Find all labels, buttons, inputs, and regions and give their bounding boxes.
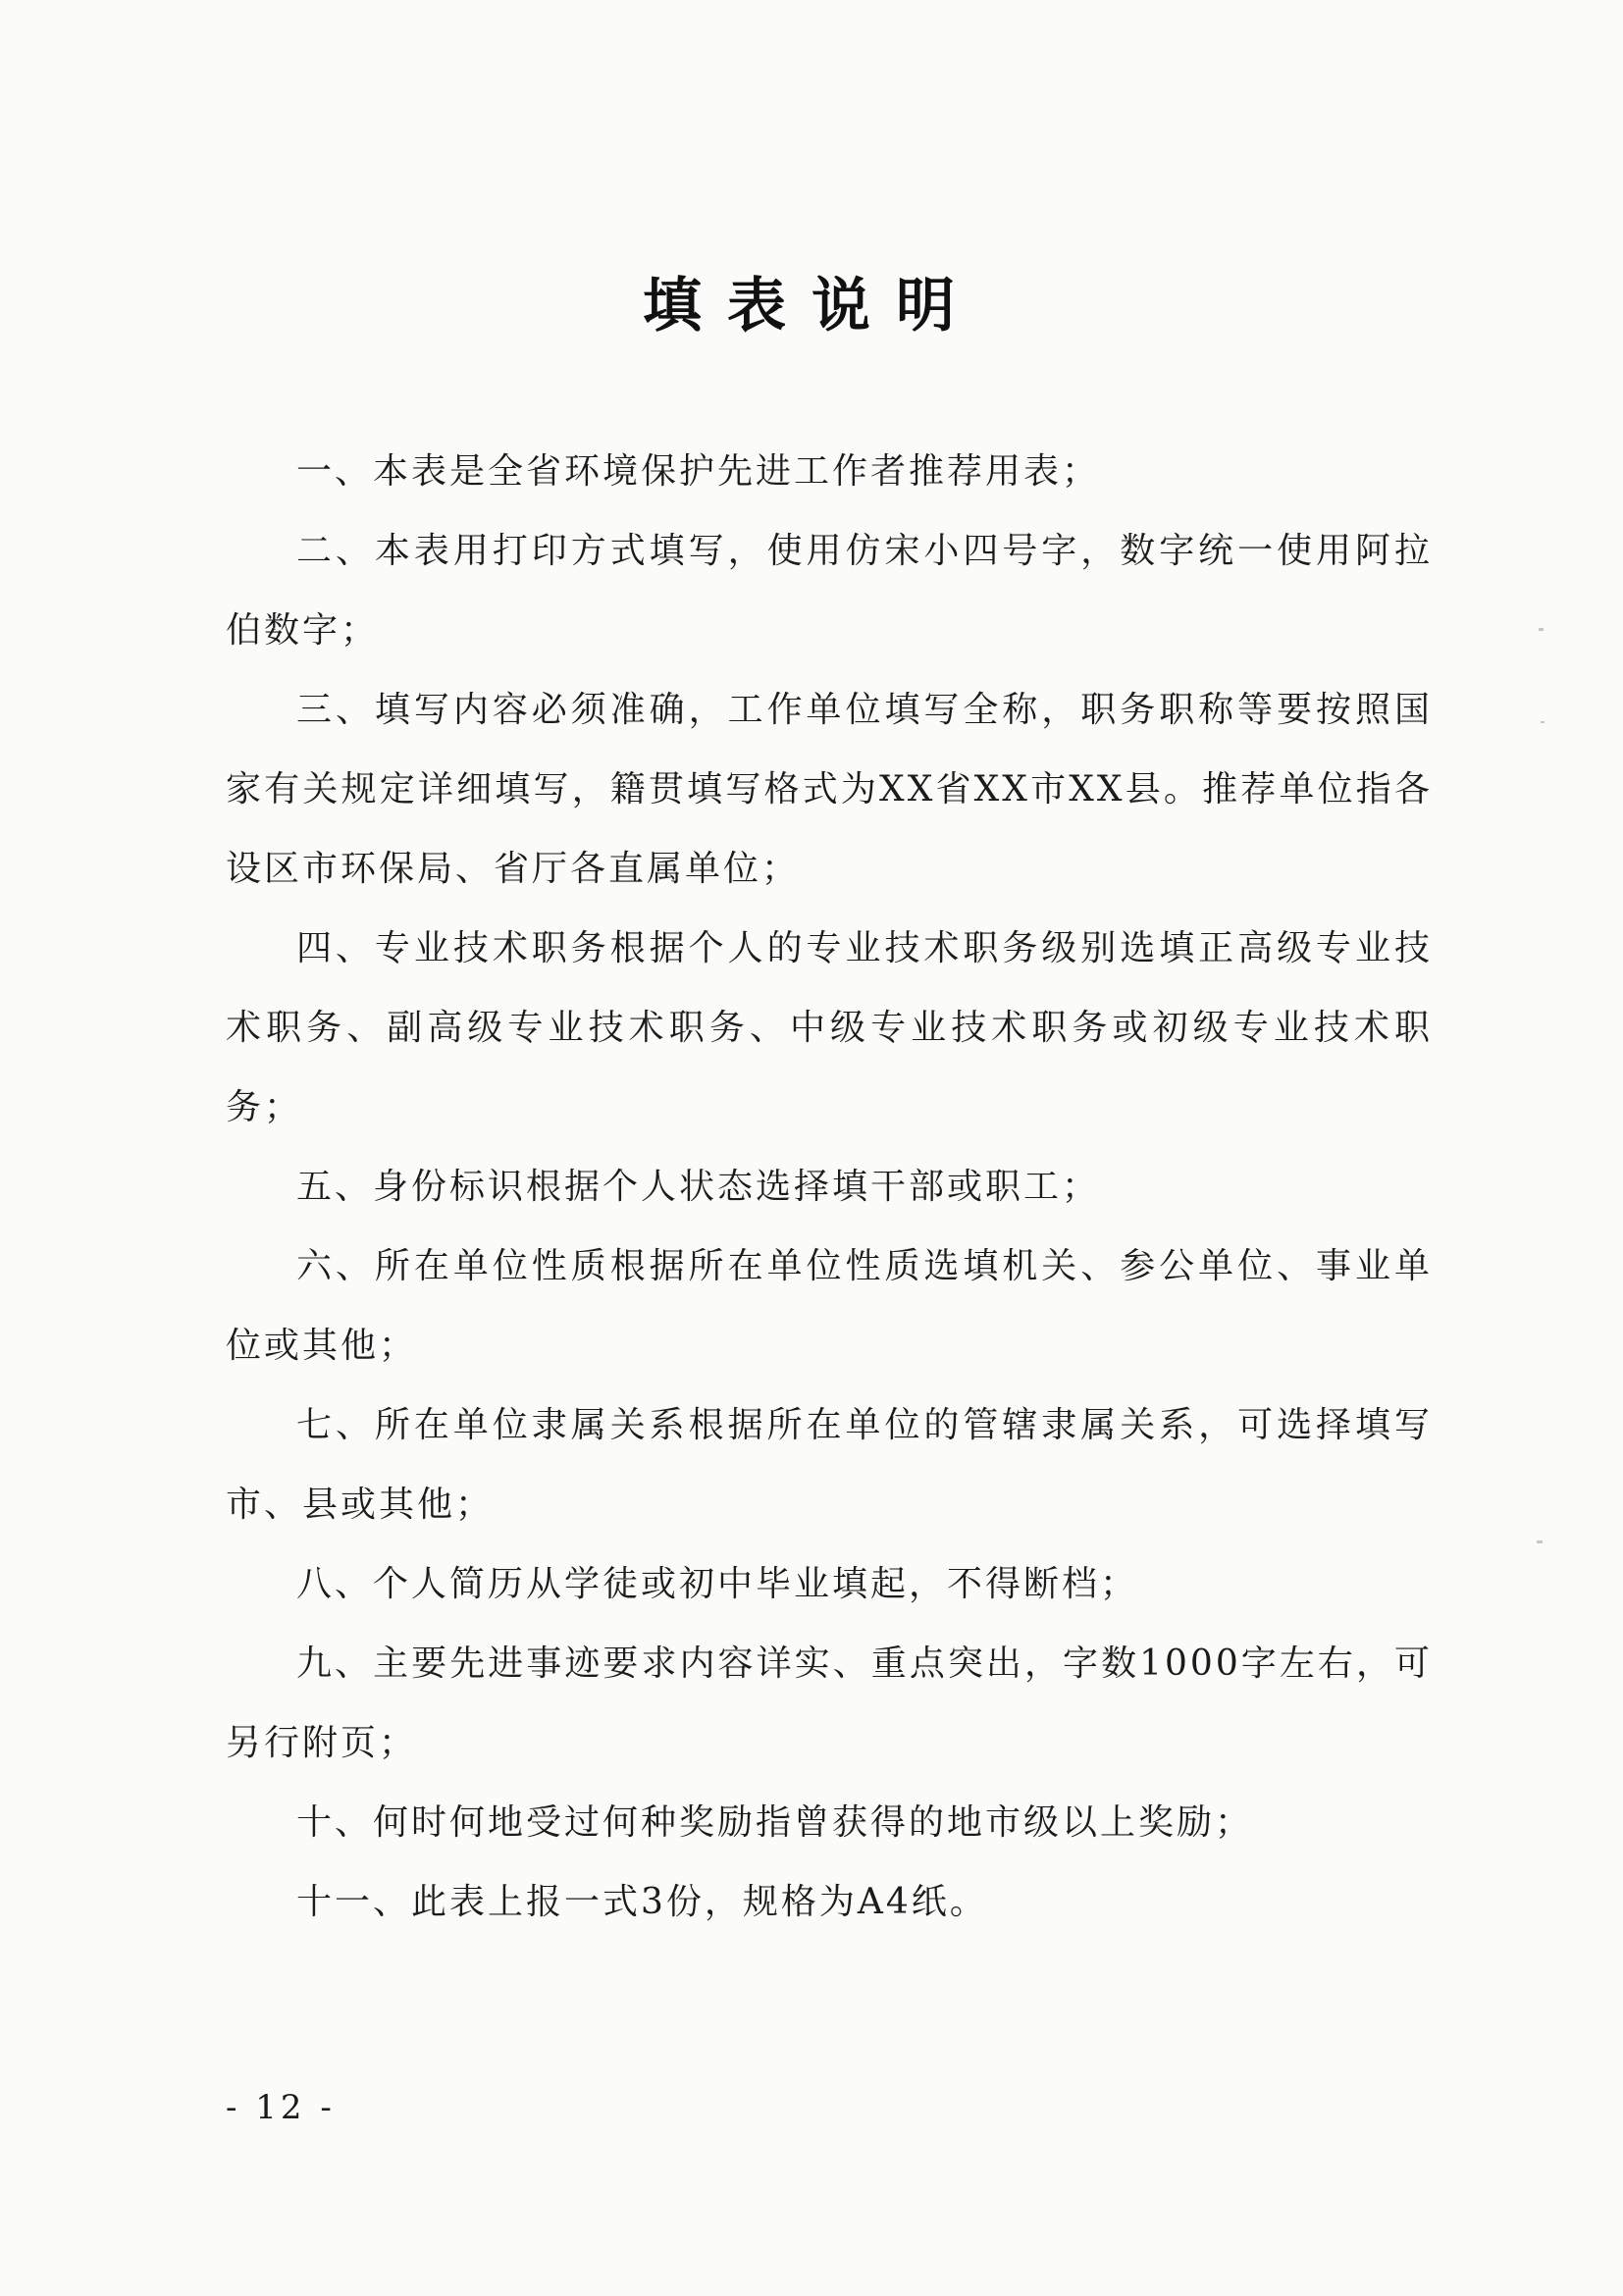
instruction-item: 四、专业技术职务根据个人的专业技术职务级别选填正高级专业技术职务、副高级专业技术职务、中级专业技术职务或初级专业技术职务； <box>226 928 1433 1127</box>
instruction-item: 八、个人简历从学徒或初中毕业填起，不得断档； <box>296 1564 1139 1604</box>
scan-speck <box>1541 721 1544 723</box>
instruction-item: 一、本表是全省环境保护先进工作者推荐用表； <box>296 451 1101 492</box>
document-title: 填表说明 <box>643 272 980 340</box>
scan-speck <box>1539 628 1544 631</box>
scan-speck <box>1537 1540 1543 1543</box>
instruction-item: 九、主要先进事迹要求内容详实、重点突出，字数1000字左右，可另行附页； <box>226 1644 1433 1763</box>
instruction-item: 三、填写内容必须准确，工作单位填写全称，职务职称等要按照国家有关规定详细填写，籍贯填写格式为XX省XX市XX县。推荐单位指各设区市环保局、省厅各直属单位； <box>226 690 1433 889</box>
instruction-item: 六、所在单位性质根据所在单位性质选填机关、参公单位、事业单位或其他； <box>226 1246 1433 1366</box>
page-number: - 12 - <box>226 2088 336 2127</box>
instruction-item: 五、身份标识根据个人状态选择填干部或职工； <box>296 1167 1101 1207</box>
instruction-item: 十、何时何地受过何种奖励指曾获得的地市级以上奖励； <box>296 1802 1254 1843</box>
instruction-item: 七、所在单位隶属关系根据所在单位的管辖隶属关系，可选择填写市、县或其他； <box>226 1405 1433 1525</box>
instruction-item: 十一、此表上报一式3份，规格为A4纸。 <box>296 1882 988 1922</box>
instruction-item: 二、本表用打印方式填写，使用仿宋小四号字，数字统一使用阿拉伯数字； <box>226 531 1433 651</box>
instructions-body <box>226 432 1433 1942</box>
